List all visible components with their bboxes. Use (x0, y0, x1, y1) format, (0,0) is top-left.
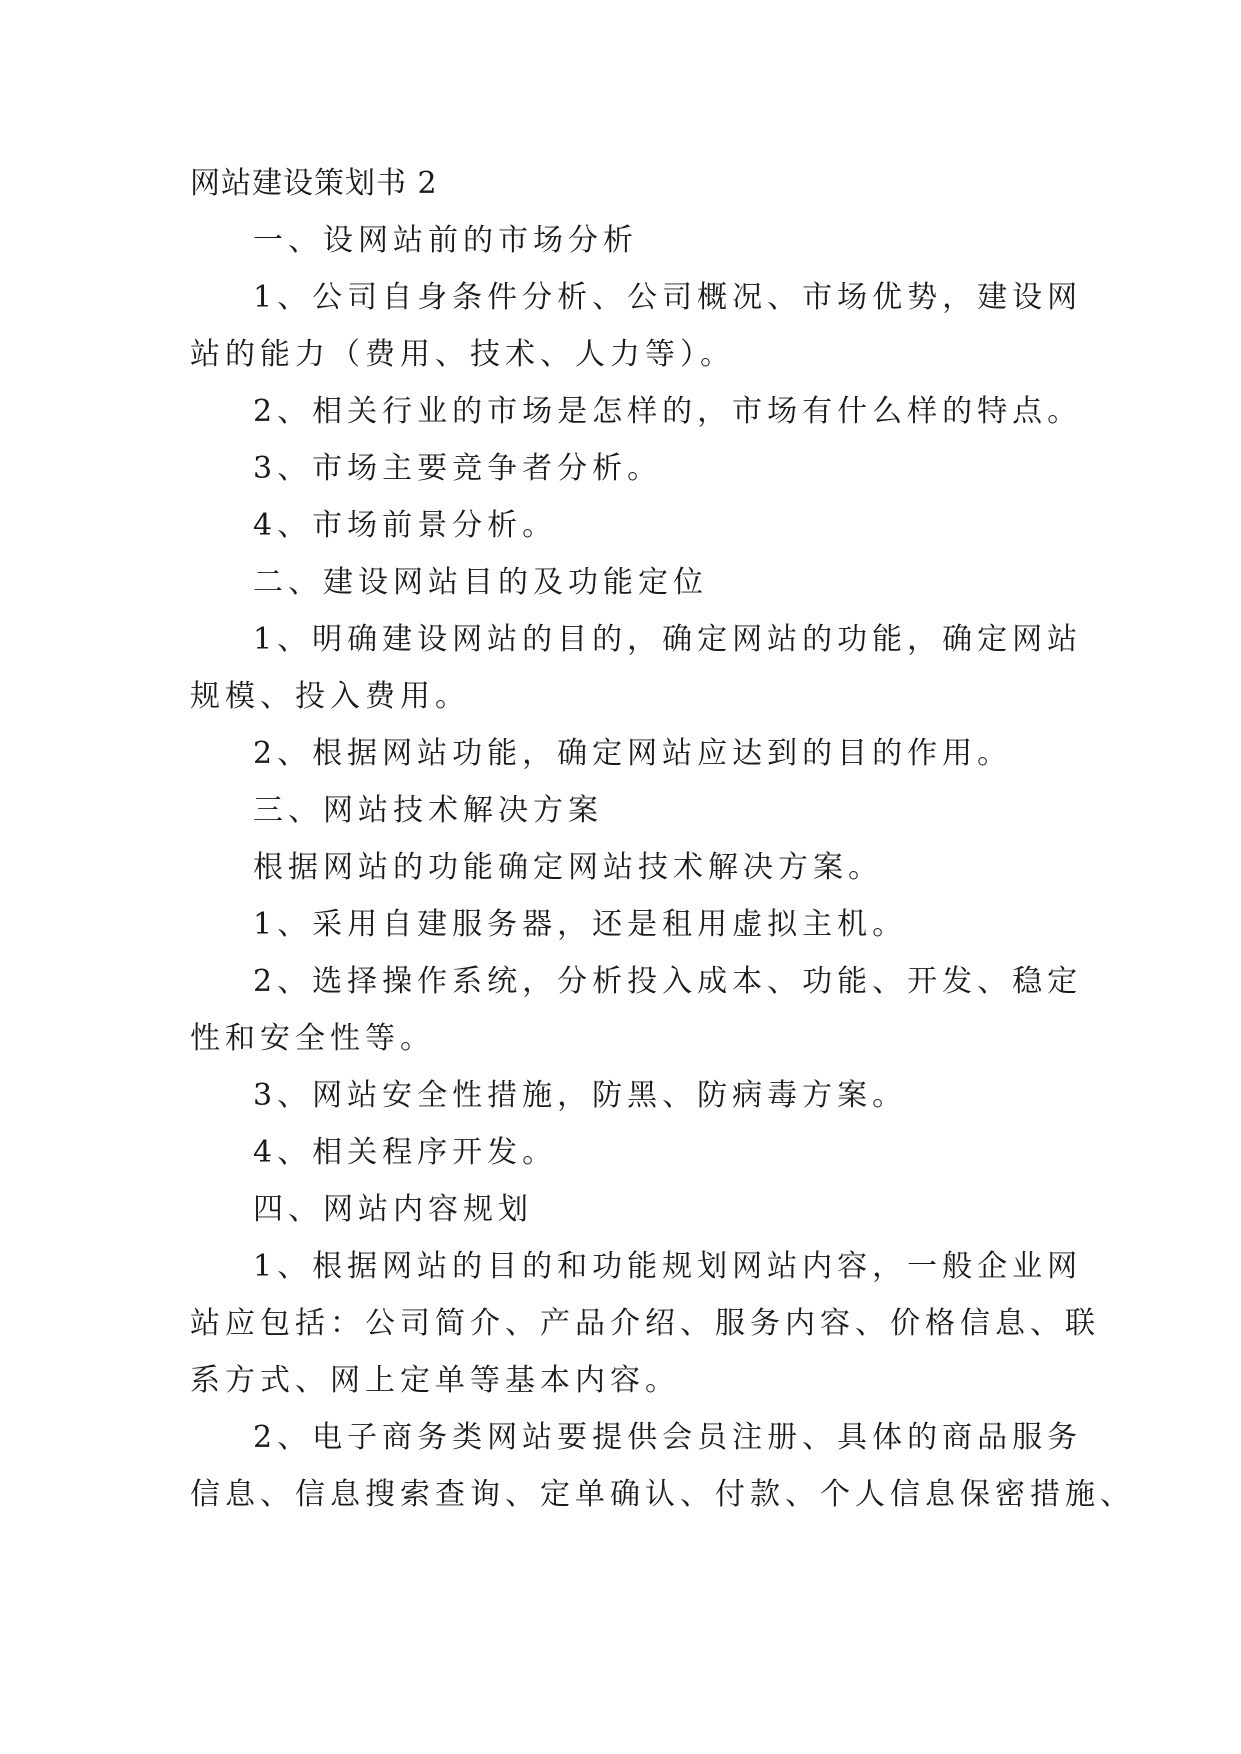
paragraph-line: 1、公司自身条件分析、公司概况、市场优势，建设网 (253, 280, 1083, 315)
paragraph-line: 站应包括：公司简介、产品介绍、服务内容、价格信息、联 (190, 1306, 1100, 1341)
paragraph-line: 根据网站的功能确定网站技术解决方案。 (253, 850, 883, 885)
paragraph-line: 2、电子商务类网站要提供会员注册、具体的商品服务 (253, 1420, 1083, 1455)
section-heading: 四、网站内容规划 (253, 1192, 533, 1227)
paragraph-line: 1、根据网站的目的和功能规划网站内容，一般企业网 (253, 1249, 1083, 1284)
paragraph-line: 2、选择操作系统，分析投入成本、功能、开发、稳定 (253, 964, 1083, 999)
paragraph-line: 3、市场主要竞争者分析。 (253, 451, 663, 486)
paragraph-line: 信息、信息搜索查询、定单确认、付款、个人信息保密措施、 (190, 1477, 1135, 1512)
paragraph-line: 站的能力（费用、技术、人力等）。 (190, 337, 735, 372)
paragraph-line: 2、相关行业的市场是怎样的，市场有什么样的特点。 (253, 394, 1083, 429)
section-heading: 三、网站技术解决方案 (253, 793, 603, 828)
paragraph-line: 4、相关程序开发。 (253, 1135, 558, 1170)
paragraph-line: 2、根据网站功能，确定网站应达到的目的作用。 (253, 736, 1013, 771)
paragraph-line: 性和安全性等。 (190, 1021, 435, 1056)
paragraph-line: 系方式、网上定单等基本内容。 (190, 1363, 680, 1398)
paragraph-line: 3、网站安全性措施，防黑、防病毒方案。 (253, 1078, 908, 1113)
paragraph-line: 1、采用自建服务器，还是租用虚拟主机。 (253, 907, 908, 942)
document-title: 网站建设策划书 2 (190, 166, 438, 201)
paragraph-line: 1、明确建设网站的目的，确定网站的功能，确定网站 (253, 622, 1083, 657)
paragraph-line: 规模、投入费用。 (190, 679, 470, 714)
section-heading: 一、设网站前的市场分析 (253, 223, 638, 258)
section-heading: 二、建设网站目的及功能定位 (253, 565, 708, 600)
paragraph-line: 4、市场前景分析。 (253, 508, 558, 543)
